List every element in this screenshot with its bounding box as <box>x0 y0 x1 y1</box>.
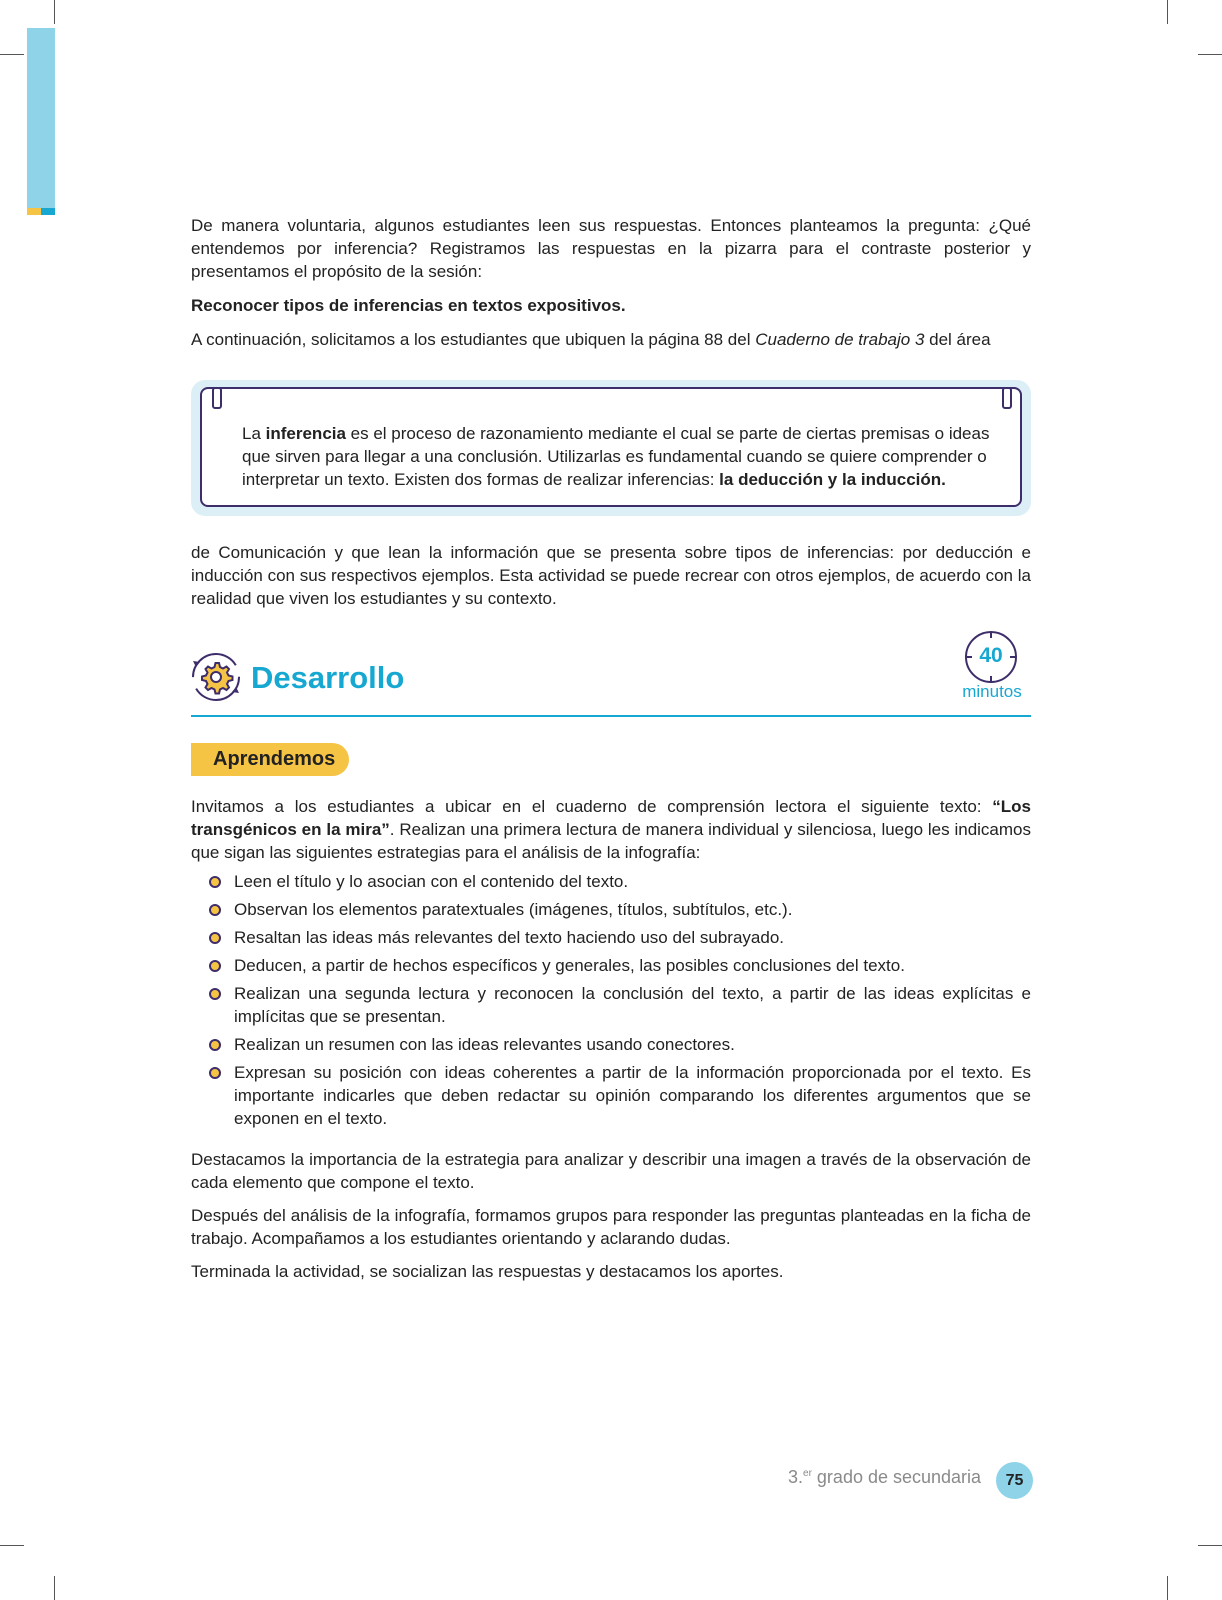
list-item-text: Deducen, a partir de hechos específicos y generales, las posibles conclusiones del texto. <box>234 956 905 975</box>
timer-value: 40 <box>979 644 1003 667</box>
closing-paragraph: Terminada la actividad, se socializan las respuestas y destacamos los aportes. <box>191 1262 784 1281</box>
intro-continuation: de Comunicación y que lean la información que se presenta sobre tipos de inferencias: por deducción e inducción con sus respectivos ejemplos. Esta actividad se puede recrear con otros ejemplos, de acuerdo con la realidad que viven los estudiantes y su contexto. <box>191 543 1031 608</box>
inference-note-box <box>191 380 1031 516</box>
closing-paragraph: Después del análisis de la infografía, formamos grupos para responder las preguntas planteadas en la ficha de trabajo. Acompañamos a los estudiantes orientando y aclarando dudas. <box>191 1206 1031 1248</box>
list-item-text: Resaltan las ideas más relevantes del texto haciendo uso del subrayado. <box>234 928 785 947</box>
session-purpose <box>191 294 1031 317</box>
grade-label <box>788 1467 981 1488</box>
aprendemos-badge: Aprendemos <box>191 743 349 776</box>
list-item <box>191 898 1031 921</box>
bullet-icon <box>209 876 221 888</box>
note-text <box>242 422 1002 491</box>
crop-mark <box>1198 1545 1222 1546</box>
list-item-text: Leen el título y lo asocian con el contenido del texto. <box>234 872 629 891</box>
list-item-text: Realizan una segunda lectura y reconocen la conclusión del texto, a partir de las ideas explícitas e implícitas que se presentan. <box>234 984 1031 1026</box>
pin-icon <box>212 387 222 409</box>
text-span: es el proceso de razonamiento mediante el cual se parte de ciertas premisas o ideas que sirven para llegar a una conclusión. Utilizarlas es fundamental cuando se quiere comprender o interpretar un texto. Existen dos formas de realizar inferencias: <box>242 424 990 489</box>
text-span: del área <box>924 330 991 349</box>
bullet-icon <box>209 904 221 916</box>
text-title: “Los transgénicos en la mira” <box>191 797 1031 839</box>
section-title: Desarrollo <box>251 660 405 695</box>
crop-mark <box>54 1576 55 1600</box>
section-divider <box>191 715 1031 717</box>
text-span: Invitamos a los estudiantes a ubicar en el cuaderno de comprensión lectora el siguiente texto: <box>191 797 993 816</box>
bullet-icon <box>209 960 221 972</box>
list-item <box>191 870 1031 893</box>
crop-mark <box>1198 54 1222 55</box>
section-header <box>191 630 1031 718</box>
text-span: A continuación, solicitamos a los estudiantes que ubiquen la página 88 del <box>191 330 756 349</box>
list-item-text: Expresan su posición con ideas coherentes a partir de la información proporcionada por el texto. Es importante indicarles que deben redactar su opinión comparando los diferentes argumentos que se exponen en el texto. <box>234 1063 1031 1128</box>
side-tab <box>27 28 55 208</box>
list-item <box>191 1061 1031 1130</box>
bullet-icon <box>209 1039 221 1051</box>
list-item-text: Realizan un resumen con las ideas relevantes usando conectores. <box>234 1035 735 1054</box>
crop-mark <box>0 1545 24 1546</box>
session-purpose-text: Reconocer tipos de inferencias en textos expositivos. <box>191 296 626 315</box>
grade-suffix: er <box>803 1468 812 1479</box>
timer-label: minutos <box>962 682 1022 701</box>
intro-paragraph-2 <box>191 328 1031 351</box>
list-item <box>191 926 1031 949</box>
side-tab-accent-yellow <box>27 208 41 215</box>
bullet-icon <box>209 988 221 1000</box>
crop-mark <box>0 54 24 55</box>
list-item <box>191 1033 1031 1056</box>
gear-icon <box>191 652 241 702</box>
note-frame <box>200 387 1022 507</box>
text-span: . Realizan una primera lectura de manera individual y silenciosa, luego les indicamos que sigan las siguientes estrategias para el análisis de la infografía: <box>191 820 1031 862</box>
workbook-title: Cuaderno de trabajo 3 <box>755 330 925 349</box>
pin-icon <box>1002 387 1012 409</box>
bullet-icon <box>209 932 221 944</box>
closing-paragraph: Destacamos la importancia de la estrategia para analizar y describir una imagen a través de la observación de cada elemento que compone el texto. <box>191 1150 1031 1192</box>
aprendemos-paragraph <box>191 795 1031 864</box>
page-number: 75 <box>996 1462 1033 1499</box>
term-inferencia: inferencia <box>265 424 346 443</box>
crop-mark <box>1167 1576 1168 1600</box>
inference-types: la deducción y la inducción. <box>719 470 946 489</box>
list-item <box>191 954 1031 977</box>
side-tab-accent-cyan <box>41 208 55 215</box>
list-item-text: Observan los elementos paratextuales (imágenes, títulos, subtítulos, etc.). <box>234 900 793 919</box>
list-item <box>191 982 1031 1028</box>
strategies-list <box>191 870 1031 1135</box>
crop-mark <box>1167 0 1168 24</box>
bullet-icon <box>209 1067 221 1079</box>
intro-paragraph: De manera voluntaria, algunos estudiantes leen sus respuestas. Entonces planteamos la pregunta: ¿Qué entendemos por inferencia? Registramos las respuestas en la pizarra para el contraste posterior y presentamos el propósito de la sesión: <box>191 216 1031 281</box>
grade-text: grado de secundaria <box>811 1467 982 1487</box>
text-span: La <box>242 424 266 443</box>
grade-number: 3. <box>788 1467 804 1487</box>
crop-mark <box>54 0 55 24</box>
